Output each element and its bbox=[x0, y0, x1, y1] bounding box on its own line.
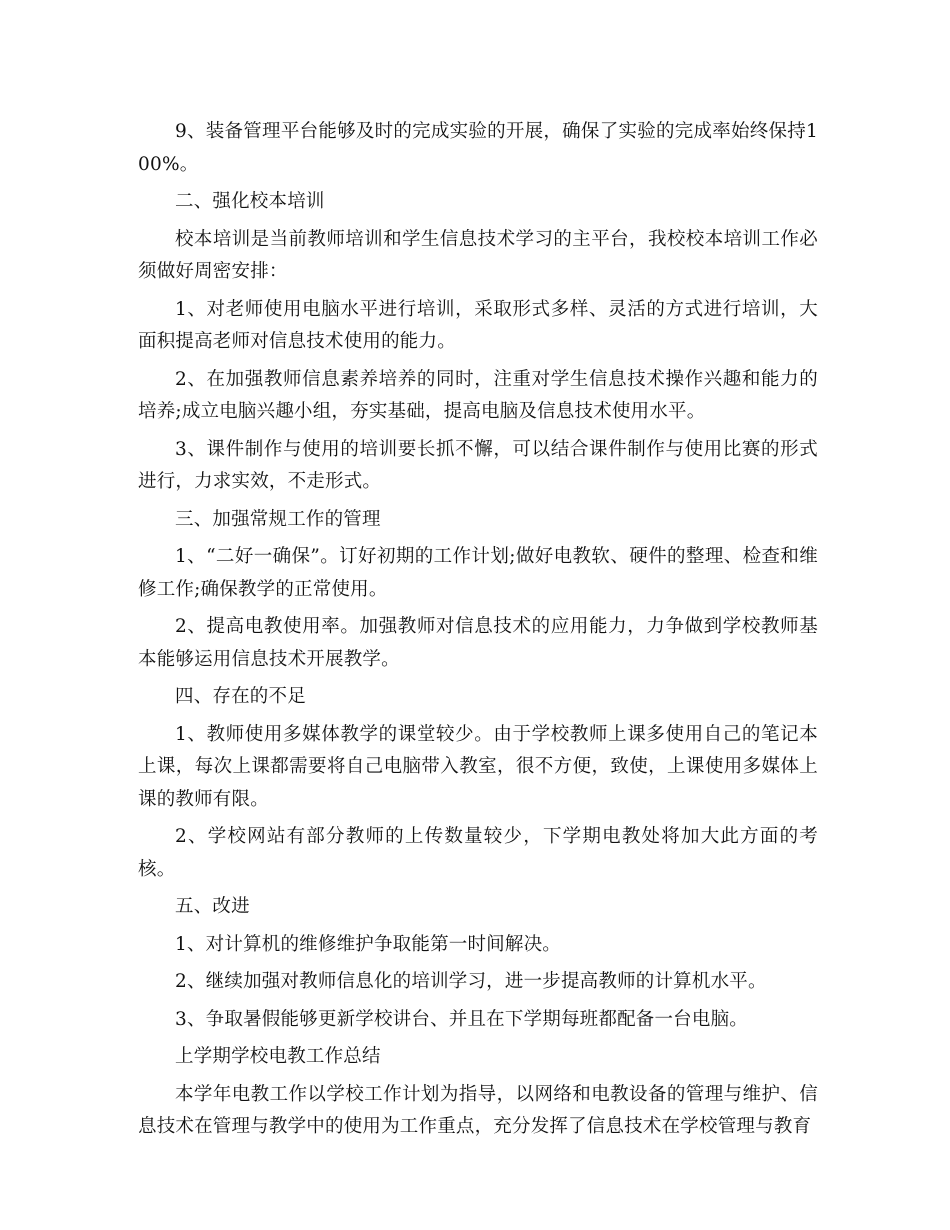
paragraph-intro-training: 校本培训是当前教师培训和学生信息技术学习的主平台，我校校本培训工作必须做好周密安排： bbox=[138, 228, 818, 282]
paragraph-item-1: 1、对老师使用电脑水平进行培训，采取形式多样、灵活的方式进行培训，大面积提高老师对信息技术使用的能力。 bbox=[138, 298, 818, 352]
section-heading-5: 五、改进 bbox=[175, 896, 250, 917]
paragraph-item-2: 2、继续加强对教师信息化的培训学习，进一步提高教师的计算机水平。 bbox=[175, 971, 767, 992]
paragraph-item-3: 3、课件制作与使用的培训要长抓不懈，可以结合课件制作与使用比赛的形式进行，力求实效，不走形式。 bbox=[138, 438, 818, 492]
document-body bbox=[138, 116, 818, 1149]
paragraph-item-2: 2、在加强教师信息素养培养的同时，注重对学生信息技术操作兴趣和能力的培养;成立电脑兴趣小组，夯实基础，提高电脑及信息技术使用水平。 bbox=[138, 368, 818, 422]
section-heading-3: 三、加强常规工作的管理 bbox=[175, 508, 381, 530]
paragraph-item-2: 2、提高电教使用率。加强教师对信息技术的应用能力，力争做到学校教师基本能够运用信息技术开展教学。 bbox=[138, 616, 818, 670]
paragraph-summary: 本学年电教工作以学校工作计划为指导，以网络和电教设备的管理与维护、信息技术在管理与教学中的使用为工作重点，充分发挥了信息技术在学校管理与教育 bbox=[138, 1083, 818, 1137]
paragraph-item-1: 1、“二好一确保”。订好初期的工作计划;做好电教软、硬件的整理、检查和维修工作;确保教学的正常使用。 bbox=[138, 546, 818, 600]
paragraph-item-3: 3、争取暑假能够更新学校讲台、并且在下学期每班都配备一台电脑。 bbox=[175, 1008, 748, 1030]
paragraph-item-1: 1、对计算机的维修维护争取能第一时间解决。 bbox=[175, 933, 561, 955]
section-heading-4: 四、存在的不足 bbox=[175, 686, 306, 707]
document-section-title: 上学期学校电教工作总结 bbox=[175, 1046, 381, 1067]
paragraph-item-9: 9、装备管理平台能够及时的完成实验的开展，确保了实验的完成率始终保持100%。 bbox=[138, 121, 818, 175]
paragraph-item-2: 2、学校网站有部分教师的上传数量较少，下学期电教处将加大此方面的考核。 bbox=[138, 826, 818, 880]
paragraph-item-1: 1、教师使用多媒体教学的课堂较少。由于学校教师上课多使用自己的笔记本上课，每次上课都需要将自己电脑带入教室，很不方便，致使，上课使用多媒体上课的教师有限。 bbox=[138, 723, 818, 810]
section-heading-2: 二、强化校本培训 bbox=[175, 191, 325, 212]
